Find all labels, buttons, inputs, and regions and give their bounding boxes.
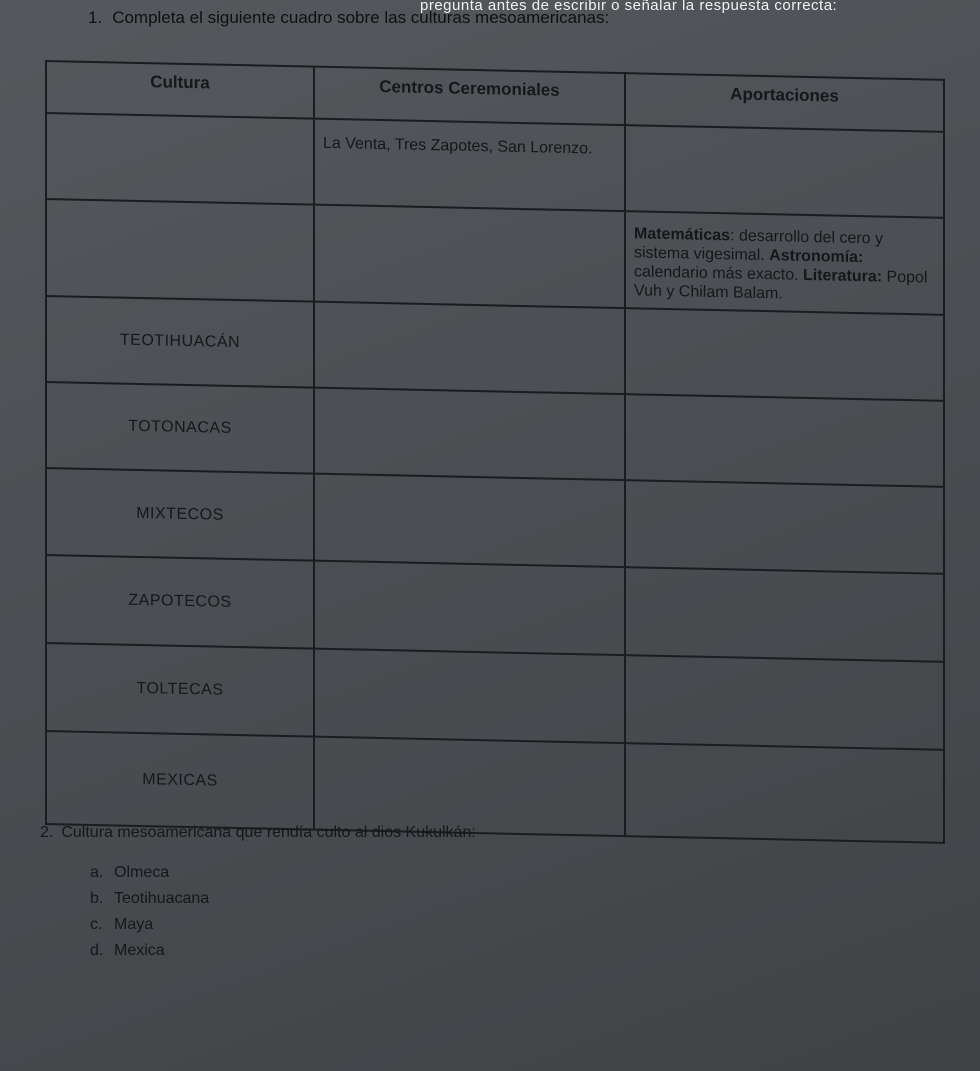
centers-cell[interactable] — [314, 737, 625, 836]
contribution-heading: Matemáticas — [634, 225, 731, 245]
question-2 — [40, 824, 476, 842]
centers-cell[interactable] — [314, 388, 625, 481]
culture-cell[interactable] — [46, 199, 314, 301]
cultures-table-wrapper — [45, 60, 945, 844]
centers-cell[interactable] — [314, 560, 625, 655]
culture-cell[interactable]: TOLTECAS — [46, 643, 314, 737]
centers-cell[interactable] — [314, 649, 625, 744]
table-row — [46, 199, 944, 314]
contribution-text: : desarrollo del cero y sistema vigesimal. — [634, 227, 884, 265]
contributions-cell[interactable] — [625, 211, 944, 314]
option-a[interactable] — [90, 860, 209, 886]
contribution-text: Popol Vuh y Chilam Balam. — [634, 268, 928, 303]
contribution-heading: Literatura: — [802, 267, 883, 286]
contributions-cell[interactable] — [625, 125, 944, 218]
culture-cell[interactable]: MIXTECOS — [46, 468, 314, 560]
culture-cell[interactable]: TEOTIHUACÁN — [46, 296, 314, 388]
culture-cell[interactable] — [46, 113, 314, 205]
option-letter: d. — [90, 942, 104, 959]
option-label: Teotihuacana — [114, 890, 210, 907]
header-cultura: Cultura — [46, 61, 314, 119]
question-2-options — [90, 860, 209, 964]
option-c[interactable] — [90, 912, 209, 938]
centers-cell[interactable] — [314, 474, 625, 567]
centers-cell[interactable]: La Venta, Tres Zapotes, San Lorenzo. — [314, 119, 625, 212]
centers-cell[interactable] — [314, 205, 625, 308]
centers-cell[interactable] — [314, 302, 625, 395]
contributions-cell[interactable] — [625, 744, 944, 843]
option-letter: c. — [90, 916, 103, 933]
contributions-cell[interactable] — [625, 394, 944, 487]
question-1-number: 1. — [88, 8, 103, 27]
option-label: Olmeca — [114, 864, 170, 881]
contribution-text: calendario más exacto. — [634, 263, 803, 285]
header-aportaciones: Aportaciones — [625, 73, 944, 132]
contributions-cell[interactable] — [625, 308, 944, 401]
option-b[interactable] — [90, 886, 209, 912]
culture-cell[interactable]: ZAPOTECOS — [46, 555, 314, 649]
header-centros-ceremoniales: Centros Ceremoniales — [314, 67, 625, 126]
question-1 — [88, 8, 609, 28]
option-label: Maya — [114, 916, 154, 933]
culture-cell[interactable]: TOTONACAS — [46, 382, 314, 474]
option-d[interactable] — [90, 938, 209, 964]
contributions-cell[interactable] — [625, 567, 944, 662]
option-letter: b. — [90, 890, 104, 907]
culture-cell[interactable]: MEXICAS — [46, 732, 314, 830]
option-letter: a. — [90, 864, 104, 881]
question-1-text: Completa el siguiente cuadro sobre las culturas mesoamericanas: — [112, 8, 610, 27]
contributions-cell[interactable] — [625, 655, 944, 750]
contributions-cell[interactable] — [625, 481, 944, 574]
top-instruction-line: pregunta antes de escribir o señalar la respuesta correcta: — [420, 0, 838, 14]
contribution-heading: Astronomía: — [769, 247, 864, 267]
question-2-text: Cultura mesoamericana que rendía culto al dios Kukulkán: — [61, 824, 476, 841]
option-label: Mexica — [114, 942, 165, 959]
cultures-table — [45, 60, 945, 844]
question-2-number: 2. — [40, 824, 54, 841]
